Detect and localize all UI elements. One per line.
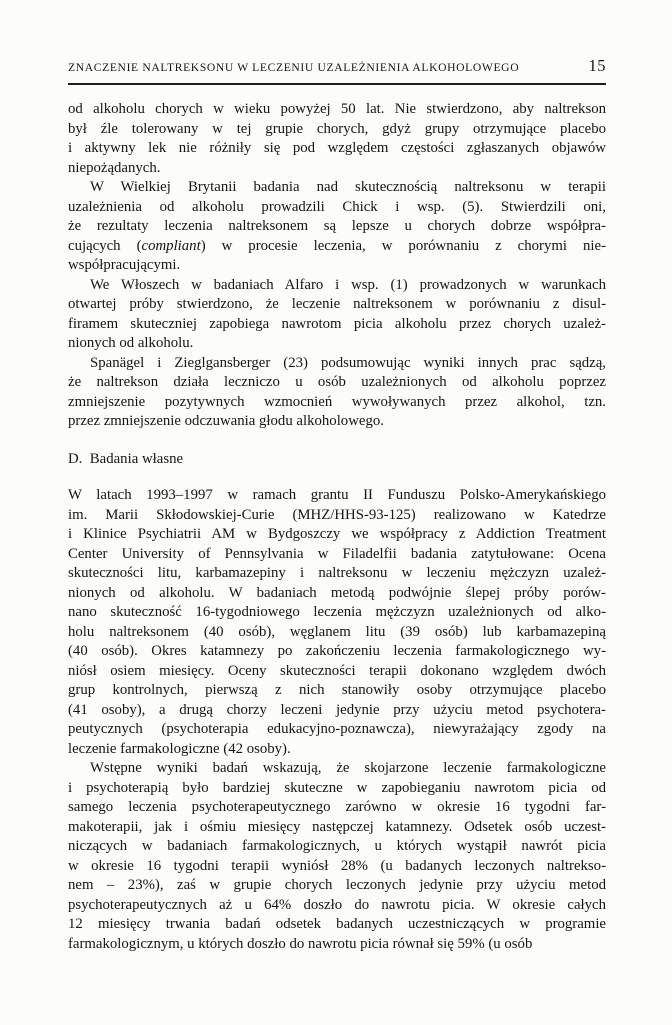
page-body bbox=[68, 100, 606, 954]
text-line: holu naltreksonem (40 osób), węglanem litu (39 osób) lub karbamazepiną bbox=[68, 623, 606, 640]
page-number: 15 bbox=[588, 56, 606, 75]
text-line: (40 osób). Okres katamnezy po zakończeniu leczenia farmakologicznego wy- bbox=[68, 643, 606, 659]
text-line: nem – 23%), zaś w grupie chorych leczonych jedynie przy użyciu metod bbox=[68, 877, 606, 893]
text-line: Spanägel i Zieglgansberger (23) podsumowując wyniki innych prac sądzą, bbox=[90, 354, 606, 371]
text-line: otwartej próby stwierdzono, że leczenie naltreksonem w porównaniu z disul- bbox=[68, 296, 606, 312]
text-line: psychoterapeutycznych aż u 64% doszło do nawrotu picia. W okresie całych bbox=[68, 896, 606, 913]
text-line: We Włoszech w badaniach Alfaro i wsp. (1) prowadzonych w warunkach bbox=[90, 276, 606, 293]
text-line: niczących w badaniach farmakologicznych, u których wystąpił nawrót picia bbox=[68, 838, 606, 854]
text-line: (41 osoby), a drugą chorzy leczeni jedynie przy użyciu metod psychotera- bbox=[68, 701, 606, 718]
text-line: W Wielkiej Brytanii badania nad skutecznością naltreksonu w terapii bbox=[90, 179, 606, 195]
paragraph bbox=[68, 100, 606, 178]
text-line: i Klinice Psychiatrii AM w Bydgoszczy we współpracy z Addiction Treatment bbox=[68, 526, 606, 542]
text-line: nionych od alkoholu. W badaniach metodą podwójnie ślepej próby porów- bbox=[68, 584, 606, 601]
paragraph bbox=[68, 354, 606, 432]
text-line: niósł osiem miesięcy. Oceny skuteczności terapii dokonano względem dwóch bbox=[68, 662, 606, 679]
text-line: W latach 1993–1997 w ramach grantu II Funduszu Polsko-Amerykańskiego bbox=[68, 487, 606, 503]
text-line: że rezultaty leczenia naltreksonem są lepsze u chorych dobrze współpra- bbox=[68, 218, 606, 234]
text-line: i psychoterapią było bardziej skuteczne w zapobieganiu nawrotom picia od bbox=[68, 779, 606, 796]
text-line: 12 miesięcy trwania badań odsetek badanych uczestniczących w programie bbox=[68, 916, 606, 932]
text-line: niepożądanych. bbox=[68, 159, 161, 176]
text-line: i aktywny lek nie różniły się pod względem częstości zgłaszanych objawów bbox=[68, 140, 606, 156]
text-line: makoterapii, jak i ośmiu miesięcy następczej katamnezy. Odsetek osób uczest- bbox=[68, 818, 606, 835]
text-line: firamem skuteczniej zapobiega nawrotom picia alkoholu przez chorych uzależ- bbox=[68, 315, 606, 332]
paragraph bbox=[68, 759, 606, 954]
text-line: Wstępne wyniki badań wskazują, że skojarzone leczenie farmakologiczne bbox=[90, 760, 606, 776]
text-line: był źle tolerowany w tej grupie chorych, gdyż grupy otrzymujące placebo bbox=[68, 120, 606, 137]
text-line: im. Marii Skłodowskiej-Curie (MHZ/HHS-93-125) realizowano w Katedrze bbox=[68, 506, 606, 523]
paragraph bbox=[68, 178, 606, 276]
text-line: że naltrekson działa leczniczo u osób uzależnionych od alkoholu poprzez bbox=[68, 374, 606, 390]
text-line: skuteczności litu, karbamazepiny i naltreksonu w leczeniu mężczyzn uzależ- bbox=[68, 565, 606, 581]
text-line: przez zmniejszenie odczuwania głodu alkoholowego. bbox=[68, 413, 384, 429]
paragraph bbox=[68, 276, 606, 354]
text-line: cujących (compliant) w procesie leczenia, w porównaniu z chorymi nie- bbox=[68, 237, 606, 254]
text-line: nano skuteczność 16-tygodniowego leczenia mężczyzn uzależnionych od alko- bbox=[68, 604, 606, 620]
text-line: nionych od alkoholu. bbox=[68, 335, 194, 351]
running-header bbox=[68, 56, 606, 85]
text-line: współpracującymi. bbox=[68, 257, 181, 273]
paragraph bbox=[68, 486, 606, 759]
text-line: w okresie 16 tygodni terapii wyniósł 28% (u badanych leczonych naltrekso- bbox=[68, 857, 606, 874]
text-line: uzależnienia od alkoholu prowadzili Chick i wsp. (5). Stwierdzili oni, bbox=[68, 198, 606, 215]
text-line: leczenie farmakologiczne (42 osoby). bbox=[68, 740, 291, 757]
text-line: od alkoholu chorych w wieku powyżej 50 lat. Nie stwierdzono, aby naltrekson bbox=[68, 101, 606, 117]
section-heading: D. Badania własne bbox=[68, 450, 184, 467]
text-line: peutycznych (psychoterapia edukacyjno-poznawcza), niewyrażający zgody na bbox=[68, 721, 606, 737]
running-title: ZNACZENIE NALTREKSONU W LECZENIU UZALEŻNIENIA ALKOHOLOWEGO bbox=[68, 61, 520, 74]
text-line: zmniejszenie pozytywnych wzmocnień wywoływanych przez alkohol, tzn. bbox=[68, 393, 606, 410]
text-line: farmakologicznym, u których doszło do nawrotu picia równał się 59% (u osób bbox=[68, 935, 533, 952]
text-line: samego leczenia psychoterapeutycznego zarówno w okresie 16 tygodni far- bbox=[68, 799, 606, 815]
text-line: Center University of Pennsylvania w Filadelfii badania zatytułowane: Ocena bbox=[68, 545, 606, 562]
text-line: grup kontrolnych, pierwszą z nich stanowiły osoby otrzymujące placebo bbox=[68, 682, 606, 698]
